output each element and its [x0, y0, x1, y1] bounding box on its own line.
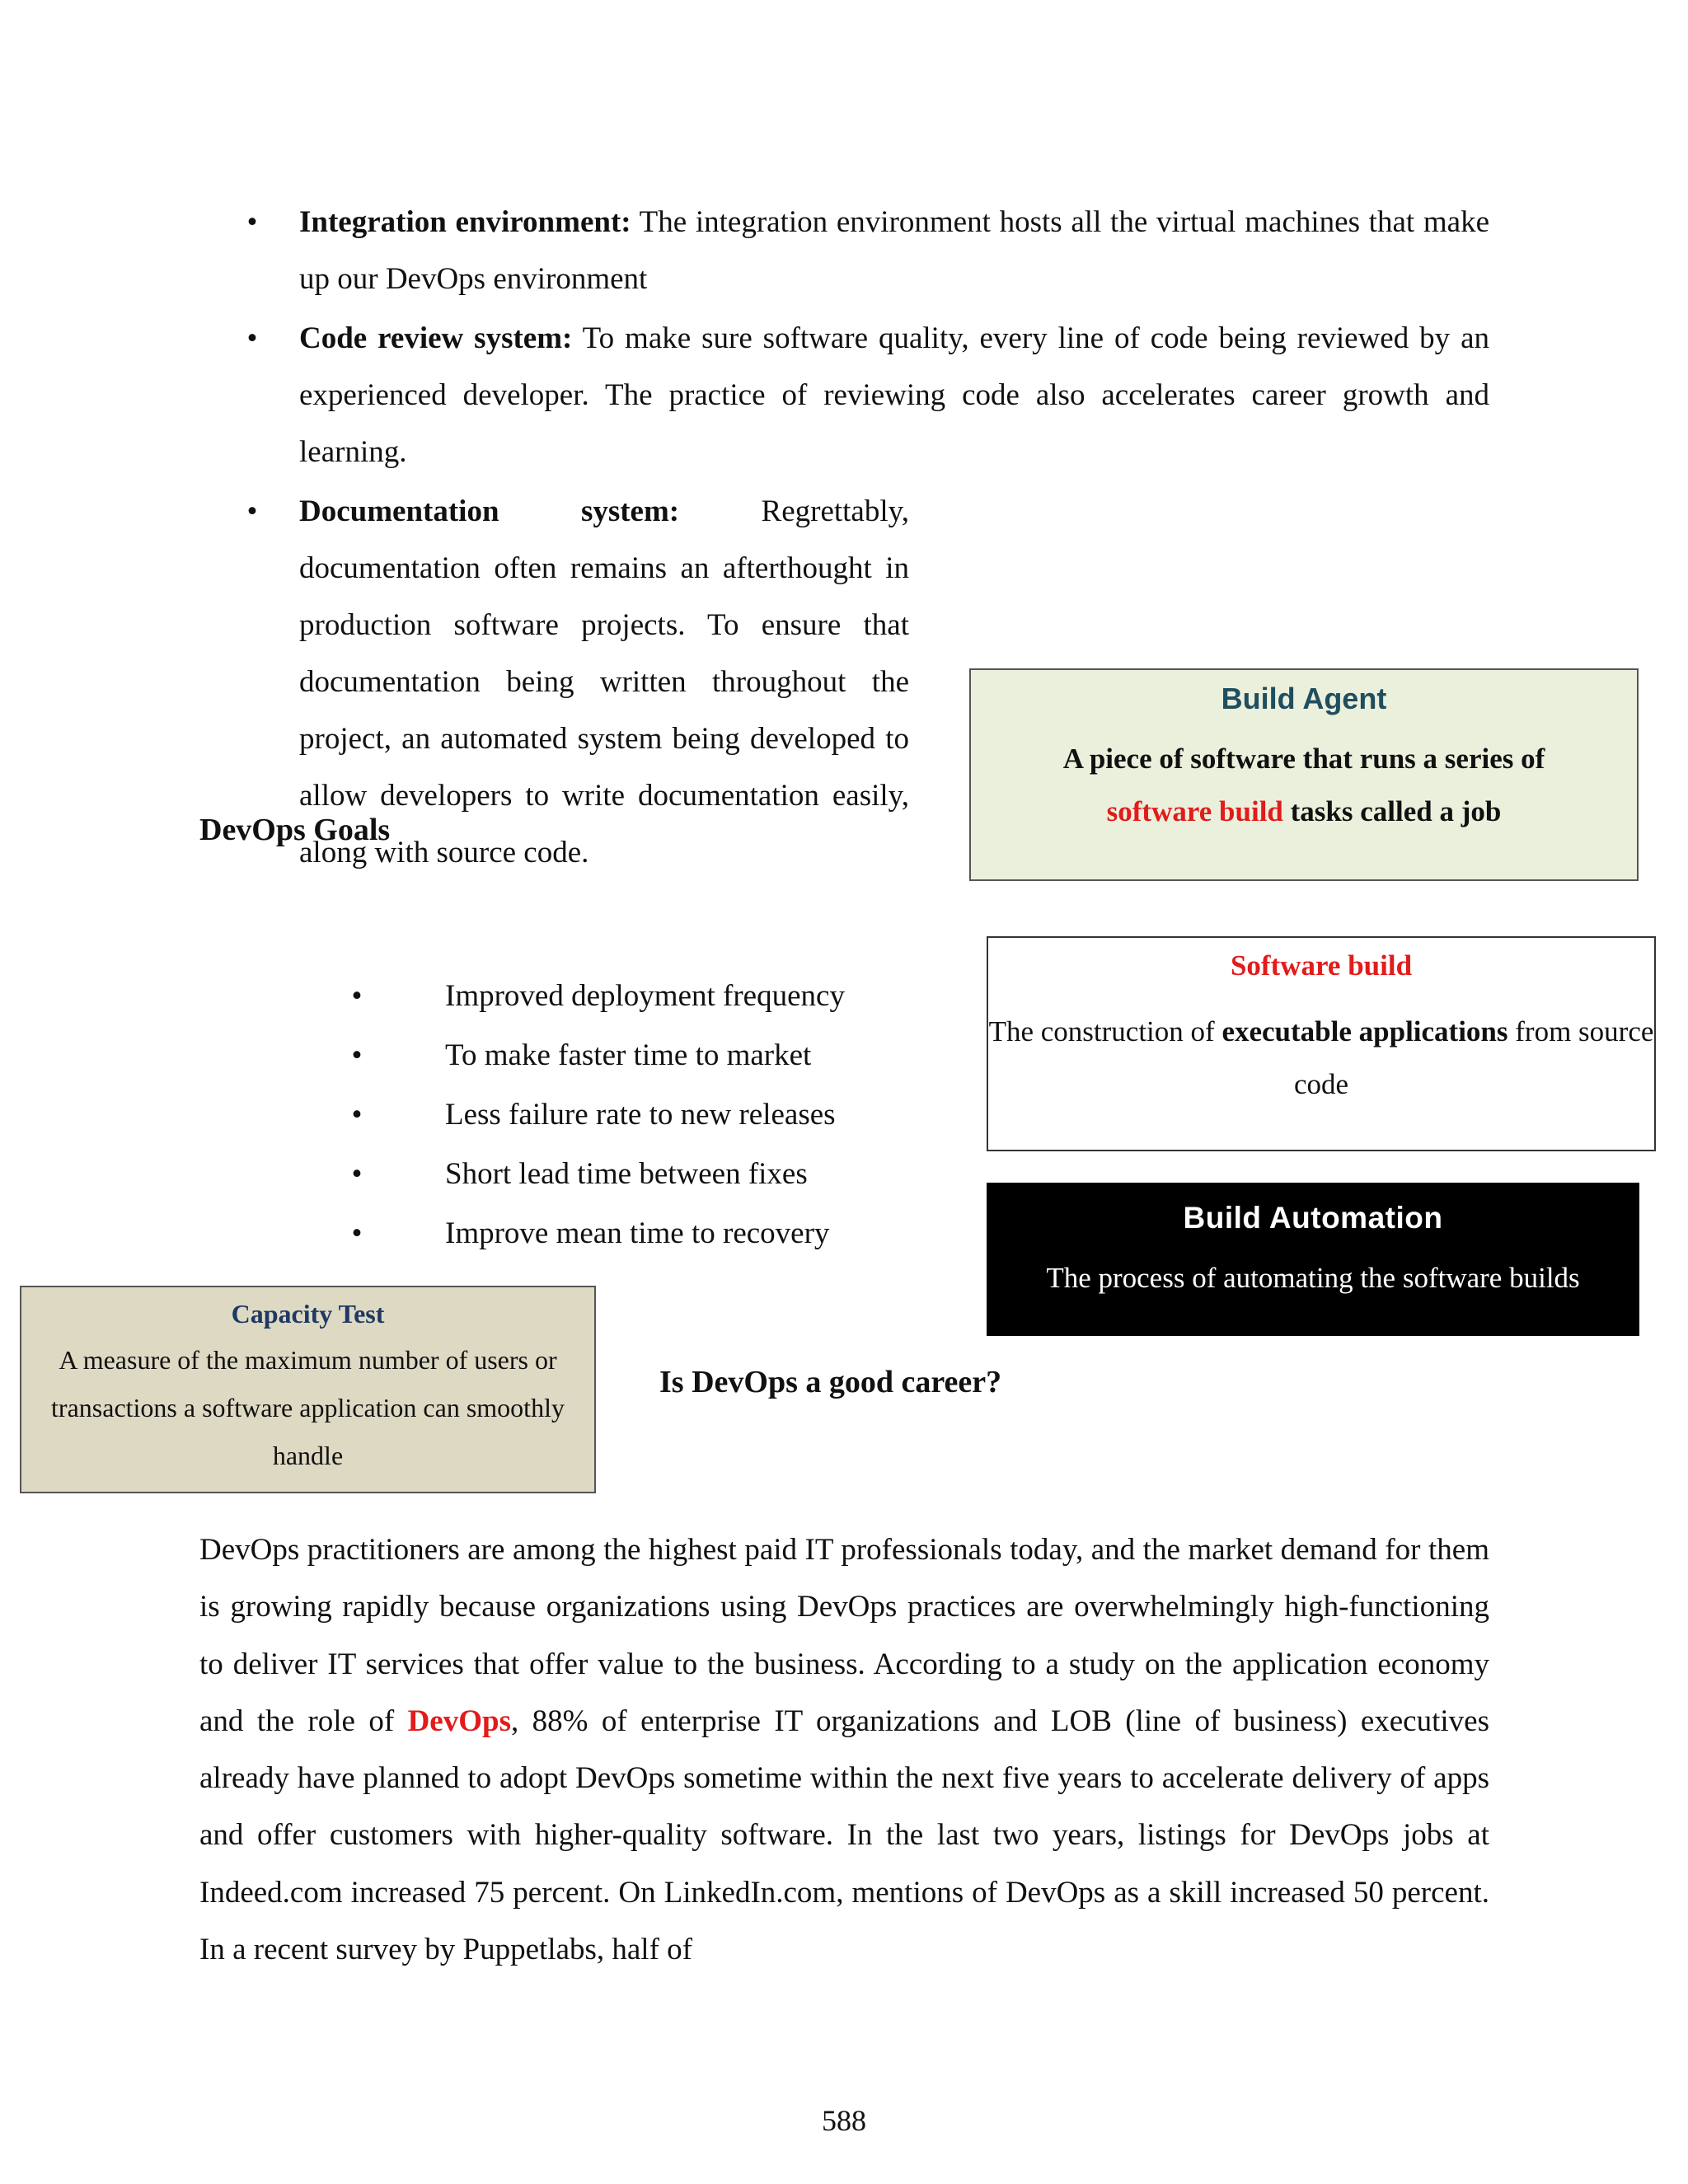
goals-heading: DevOps Goals [199, 813, 391, 847]
callout-body [988, 1005, 1654, 1111]
bullet-icon: • [351, 979, 363, 1013]
bullet-term: Code review system: [299, 321, 573, 355]
goal-text: Improve mean time to recovery [445, 1216, 830, 1250]
goal-text: To make faster time to market [445, 1038, 812, 1072]
bullet-term: Integration environment: [299, 205, 631, 239]
list-item [346, 1026, 845, 1085]
callout-highlight: software build [1106, 795, 1283, 827]
callout-body: The process of automating the software builds [1046, 1262, 1580, 1294]
bullet-icon: • [351, 1038, 363, 1072]
career-paragraph [199, 1521, 1489, 1978]
list-item [346, 1145, 845, 1204]
paragraph-text: DevOps practitioners are among the highest paid IT professionals today, and the market demand for them is growing rapidly because organizations using DevOps practices are overwhelmingly high-functioning to deliver IT services that offer value to the business. According to a study on the application economy and the role of [199, 1533, 1489, 1738]
callout-text: The construction of [988, 1015, 1222, 1047]
list-item [346, 1085, 845, 1145]
bullet-text: To make sure software quality, every line of code being reviewed by an experienced developer. The practice of reviewing code also accelerates career growth and learning. [299, 321, 1489, 469]
list-item [245, 194, 1489, 307]
callout-title: Build Automation [1183, 1201, 1443, 1235]
software-build-callout [987, 936, 1656, 1151]
goals-list [346, 967, 845, 1263]
callout-line: A piece of software that runs a series of [1062, 743, 1545, 775]
callout-body: A measure of the maximum number of users or transactions a software application can smoothly handle [51, 1345, 565, 1470]
callout-title: Capacity Test [231, 1299, 385, 1329]
callout-bold: executable applications [1221, 1015, 1508, 1047]
build-agent-callout [969, 668, 1639, 881]
bullet-icon: • [351, 1098, 363, 1132]
paragraph-highlight: DevOps [407, 1704, 511, 1738]
list-item [346, 1204, 845, 1263]
bullet-icon: • [351, 1157, 363, 1191]
paragraph-text: , 88% of enterprise IT organizations and LOB (line of business) executives already have planned to adopt DevOps sometime within the next five years to accelerate delivery of apps and offer customers with higher-quality software. In the last two years, listings for DevOps jobs at Indeed.com increased 75 percent. On LinkedIn.com, mentions of DevOps as a skill increased 50 percent. In a recent survey by Puppetlabs, half of [199, 1704, 1489, 1967]
bullet-icon: • [246, 205, 258, 239]
callout-title: Software build [1230, 949, 1413, 982]
list-item [245, 310, 1489, 480]
page-number: 588 [822, 2104, 866, 2137]
bullet-text: Regrettably, documentation often remains an afterthought in production software projects. To ensure that documentation being written throughout the project, an automated system being developed to allow developers to write documentation easily, along with source code. [299, 494, 909, 869]
goal-text: Improved deployment frequency [445, 979, 845, 1013]
callout-body [971, 733, 1637, 838]
callout-text: from source code [1293, 1015, 1654, 1100]
goal-text: Less failure rate to new releases [445, 1098, 836, 1132]
bullet-text: The integration environment hosts all the virtual machines that make up our DevOps environment [299, 205, 1489, 296]
callout-line: tasks called a job [1282, 795, 1502, 827]
capacity-test-callout [20, 1286, 596, 1493]
goal-text: Short lead time between fixes [445, 1157, 808, 1191]
career-heading: Is DevOps a good career? [659, 1365, 1002, 1399]
bullet-icon: • [351, 1216, 363, 1250]
bullet-icon: • [246, 321, 258, 355]
bullet-term: Documentation system: [299, 494, 680, 528]
bullet-icon: • [246, 494, 258, 528]
callout-title: Build Agent [1221, 682, 1387, 715]
build-automation-callout [987, 1183, 1639, 1336]
list-item [346, 967, 845, 1026]
